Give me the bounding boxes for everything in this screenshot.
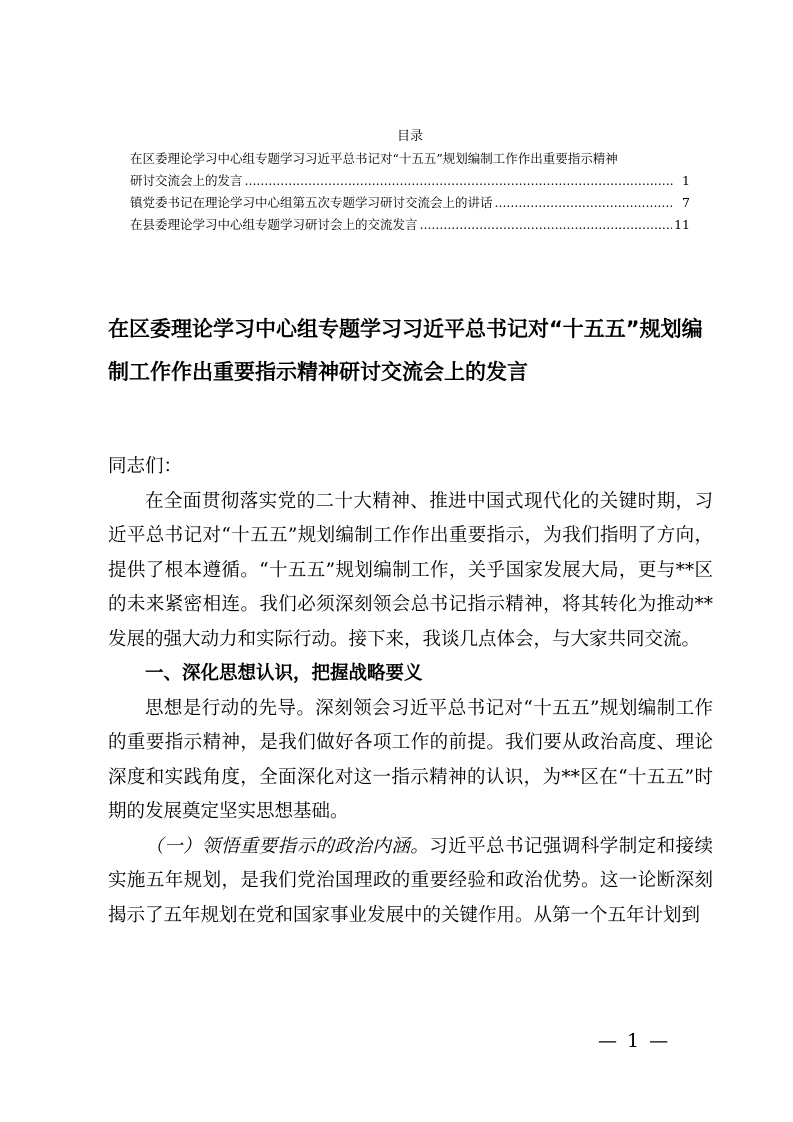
toc-page-number: 11	[674, 217, 690, 232]
toc-page-number: 1	[682, 173, 690, 188]
subsection-lead: （一）领悟重要指示的政治内涵。	[145, 835, 430, 857]
toc-leader-dots	[245, 170, 674, 192]
section-paragraph: 思想是行动的先导。深刻领会习近平总书记对“十五五”规划编制工作的重要指示精神，是我们做好各项工作的前提。我们要从政治高度、理论深度和实践角度，全面深化对这一指示精神的认识，为**区在“十五五”时期的发展奠定坚实思想基础。	[108, 697, 713, 822]
toc-leader-dots	[420, 214, 673, 236]
toc-entry-text: 在区委理论学习中心组专题学习习近平总书记对“十五五”规划编制工作作出重要指示精神	[130, 151, 618, 166]
toc-entry[interactable]	[130, 148, 690, 192]
toc-leader-dots	[495, 192, 674, 214]
intro-paragraph: 在全面贯彻落实党的二十大精神、推进中国式现代化的关键时期，习近平总书记对“十五五”规划编制工作作出重要指示，为我们指明了方向，提供了根本遵循。“十五五”规划编制工作，关乎国家发展大局，更与**区的未来紧密相连。我们必须深刻领会总书记指示精神，将其转化为推动**发展的强大动力和实际行动。接下来，我谈几点体会，与大家共同交流。	[108, 490, 713, 650]
toc-page-number: 7	[682, 195, 690, 210]
subsection-text: 习近平总书记强调科学制定和接续实施五年规划，是我们党治国理政的重要经验和政治优势。这一论断深刻揭示了五年规划在党和国家事业发展中的关键作用。从第一个五年计划到	[108, 835, 713, 926]
toc-entry[interactable]	[130, 214, 690, 236]
section-heading: 一、深化思想认识，把握战略要义	[145, 663, 423, 684]
subsection-paragraph	[108, 830, 713, 934]
page-number: — 1 —	[598, 1030, 671, 1052]
salutation: 同志们：	[108, 456, 183, 477]
toc-entry-text: 镇党委书记在理论学习中心组第五次专题学习研讨交流会上的讲话	[130, 195, 493, 210]
toc-title: 目录	[396, 129, 423, 144]
toc-entry[interactable]	[130, 192, 690, 214]
toc-entry-text: 在县委理论学习中心组专题学习研讨会上的交流发言	[130, 217, 418, 232]
document-title: 在区委理论学习中心组专题学习习近平总书记对“十五五”规划编制工作作出重要指示精神研讨交流会上的发言	[108, 317, 703, 384]
document-body	[108, 450, 713, 933]
table-of-contents	[130, 128, 690, 236]
toc-entry-text: 研讨交流会上的发言	[130, 173, 243, 188]
